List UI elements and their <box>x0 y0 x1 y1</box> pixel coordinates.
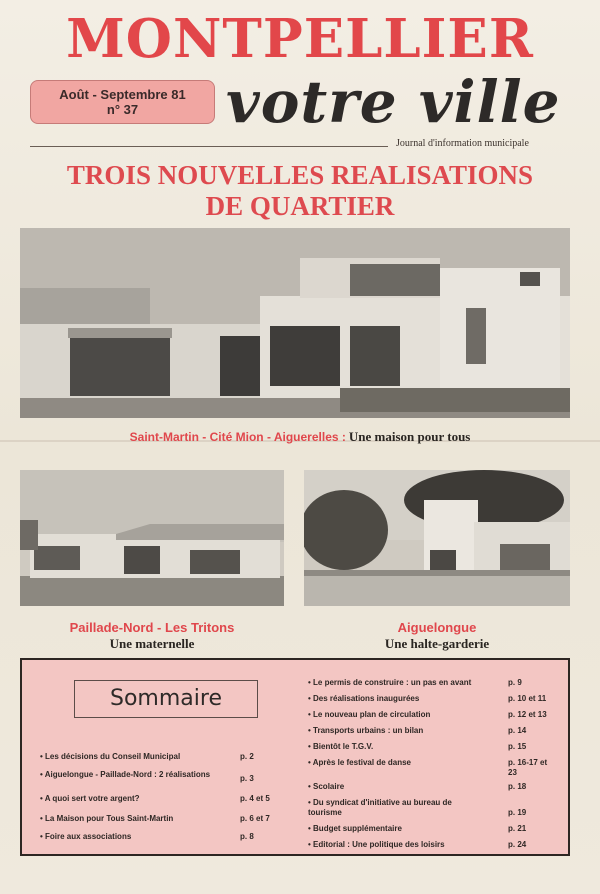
toc-item-page: p. 2 <box>240 752 254 761</box>
halte-garderie-caption-place: Aiguelongue <box>397 620 477 635</box>
main-caption-title: Une maison pour tous <box>348 429 471 444</box>
photo-maison-pour-tous <box>20 228 570 418</box>
toc-item-label: • Après le festival de danse <box>308 758 411 767</box>
toc-item-label: • Du syndicat d'initiative au bureau de tourisme <box>308 798 452 817</box>
issue-badge <box>30 80 215 124</box>
toc-item-label: • Editorial : Une politique des loisirs <box>308 840 445 849</box>
toc-item-page: p. 21 <box>508 824 527 833</box>
headline-line-1: TROIS NOUVELLES REALISATIONS <box>66 160 534 190</box>
halte-garderie-caption <box>304 620 570 652</box>
issue-date: Août - Septembre 81 <box>59 87 186 102</box>
toc-item-label: • Les décisions du Conseil Municipal <box>40 752 181 761</box>
toc-item-page: p. 10 et 11 <box>508 694 547 703</box>
toc-title: Sommaire <box>74 680 258 718</box>
toc-item-label: • Des réalisations inaugurées <box>308 694 420 703</box>
table-of-contents <box>20 658 570 856</box>
toc-item-label: • La Maison pour Tous Saint-Martin <box>40 814 174 823</box>
toc-item-page: p. 16-17 et 23 <box>508 758 548 777</box>
main-caption-place: Saint-Martin - Cité Mion - Aiguerelles : <box>129 430 346 444</box>
toc-item-label: • Aiguelongue - Paillade-Nord : 2 réalisations <box>40 770 211 779</box>
toc-item-page: p. 15 <box>508 742 527 751</box>
maternelle-caption <box>20 620 284 652</box>
masthead-tagline: Journal d'information municipale <box>396 138 529 149</box>
toc-item-page: p. 12 et 13 <box>508 710 547 719</box>
toc-item-page: p. 14 <box>508 726 527 735</box>
toc-right-column <box>308 678 568 853</box>
toc-item-label: • Le permis de construire : un pas en avant <box>308 678 472 687</box>
masthead-rule <box>30 146 388 147</box>
toc-item-page: p. 4 et 5 <box>240 794 270 803</box>
photo-maternelle <box>20 470 284 606</box>
toc-item-page: p. 8 <box>240 832 254 841</box>
toc-item-page: p. 19 <box>508 808 527 817</box>
toc-item-page: p. 3 <box>240 774 254 783</box>
toc-item-label: • Transports urbains : un bilan <box>308 726 424 735</box>
toc-item-label: • Budget supplémentaire <box>308 824 402 833</box>
masthead-title: MONTPELLIER <box>66 8 534 70</box>
main-photo-caption <box>0 429 600 445</box>
maternelle-caption-title: Une maternelle <box>109 636 195 651</box>
toc-item-label: • Foire aux associations <box>40 832 132 841</box>
headline-line-2: DE QUARTIER <box>205 191 395 221</box>
toc-item-label: • Scolaire <box>308 782 345 791</box>
issue-number: n° 37 <box>106 102 139 117</box>
photo-halte-garderie <box>304 470 570 606</box>
maternelle-caption-place: Paillade-Nord - Les Tritons <box>69 620 235 635</box>
toc-left-column <box>40 752 300 852</box>
front-headline <box>0 160 600 222</box>
toc-item-page: p. 6 et 7 <box>240 814 270 823</box>
toc-item-page: p. 18 <box>508 782 527 791</box>
toc-item-label: • Le nouveau plan de circulation <box>308 710 431 719</box>
toc-item-label: • A quoi sert votre argent? <box>40 794 140 803</box>
toc-item-page: p. 24 <box>508 840 527 849</box>
halte-garderie-caption-title: Une halte-garderie <box>384 636 490 651</box>
toc-item-label: • Bientôt le T.G.V. <box>308 742 374 751</box>
toc-item-page: p. 9 <box>508 678 522 687</box>
masthead-subtitle: votre ville <box>226 68 561 136</box>
